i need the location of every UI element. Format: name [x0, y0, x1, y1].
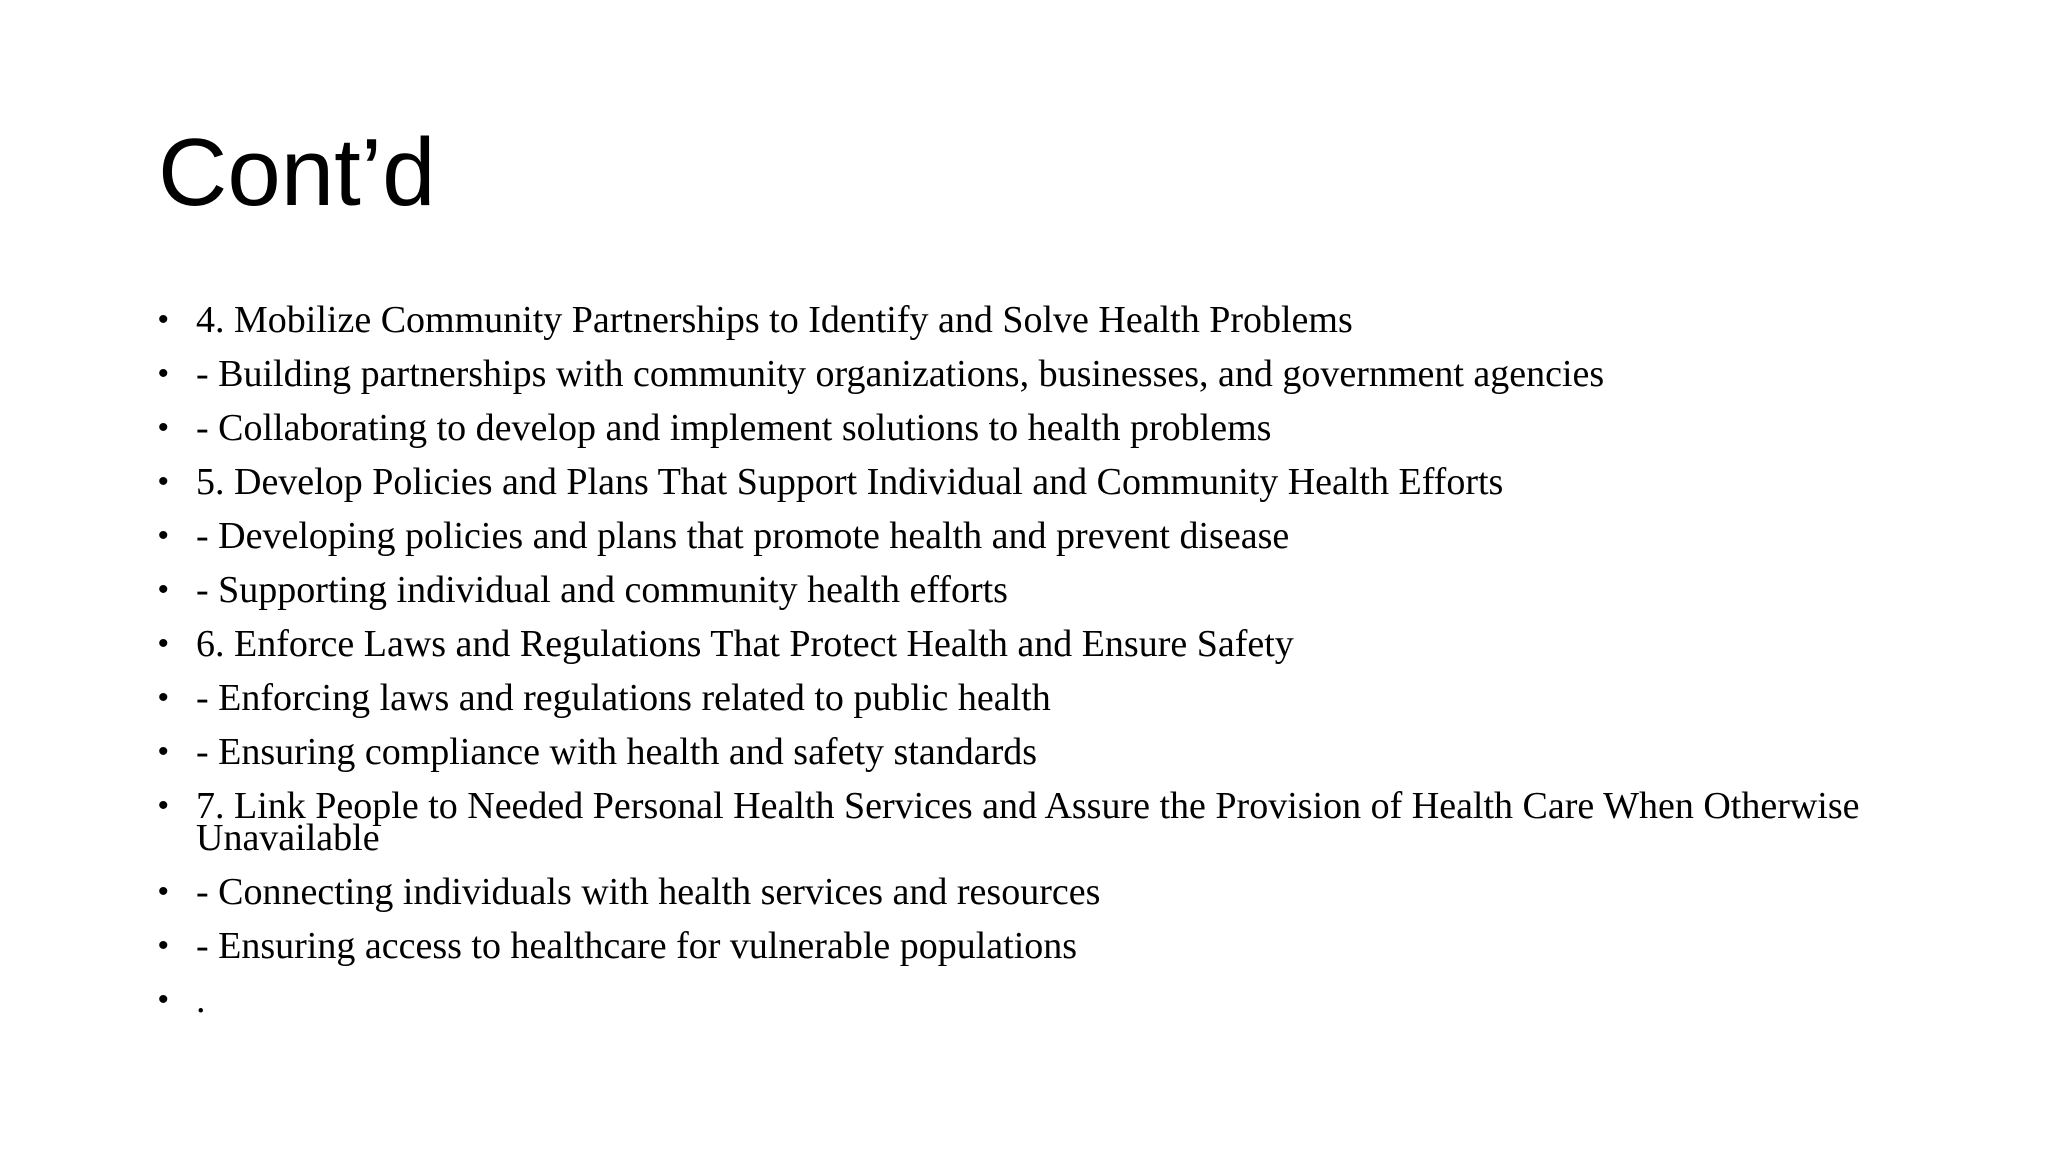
list-item-text: - Developing policies and plans that promote health and prevent disease [196, 515, 1290, 557]
bullet-icon: • [158, 357, 169, 390]
list-item-text: . [196, 979, 206, 1021]
bullet-icon: • [158, 465, 169, 498]
bullet-icon: • [158, 573, 169, 606]
bullet-icon: • [158, 627, 169, 660]
list-item-text: - Ensuring compliance with health and safety standards [196, 731, 1038, 773]
bullet-icon: • [158, 789, 169, 822]
list-item [158, 569, 1918, 611]
slide-title: Cont’d [158, 119, 436, 226]
bullet-icon: • [158, 983, 169, 1016]
list-item-text: 7. Link People to Needed Personal Health Services and Assure the Provision of Health Care When Otherwise Unavailable [196, 785, 1860, 859]
bullet-icon: • [158, 681, 169, 714]
list-item [158, 731, 1918, 773]
list-item-text: - Supporting individual and community health efforts [196, 569, 1008, 611]
list-item-text: 6. Enforce Laws and Regulations That Protect Health and Ensure Safety [196, 623, 1294, 665]
list-item [158, 871, 1918, 913]
list-item [158, 515, 1918, 557]
bullet-icon: • [158, 303, 169, 336]
list-item [158, 979, 1918, 1021]
bullet-icon: • [158, 735, 169, 768]
list-item-text: - Enforcing laws and regulations related to public health [196, 677, 1051, 719]
list-item-text: 4. Mobilize Community Partnerships to Identify and Solve Health Problems [196, 299, 1353, 341]
bullet-icon: • [158, 875, 169, 908]
list-item [158, 785, 1918, 859]
list-item-text: - Building partnerships with community organizations, businesses, and government agencies [196, 353, 1605, 395]
list-item-text: - Collaborating to develop and implement solutions to health problems [196, 407, 1272, 449]
list-item [158, 677, 1918, 719]
list-item-text: - Connecting individuals with health services and resources [196, 871, 1101, 913]
list-item [158, 461, 1918, 503]
bullet-list [158, 299, 1918, 1038]
bullet-icon: • [158, 411, 169, 444]
list-item [158, 353, 1918, 395]
list-item-text: 5. Develop Policies and Plans That Support Individual and Community Health Efforts [196, 461, 1504, 503]
list-item [158, 623, 1918, 665]
list-item [158, 407, 1918, 449]
bullet-icon: • [158, 929, 169, 962]
list-item-text: - Ensuring access to healthcare for vulnerable populations [196, 925, 1078, 967]
list-item [158, 925, 1918, 967]
list-item [158, 299, 1918, 341]
bullet-icon: • [158, 519, 169, 552]
